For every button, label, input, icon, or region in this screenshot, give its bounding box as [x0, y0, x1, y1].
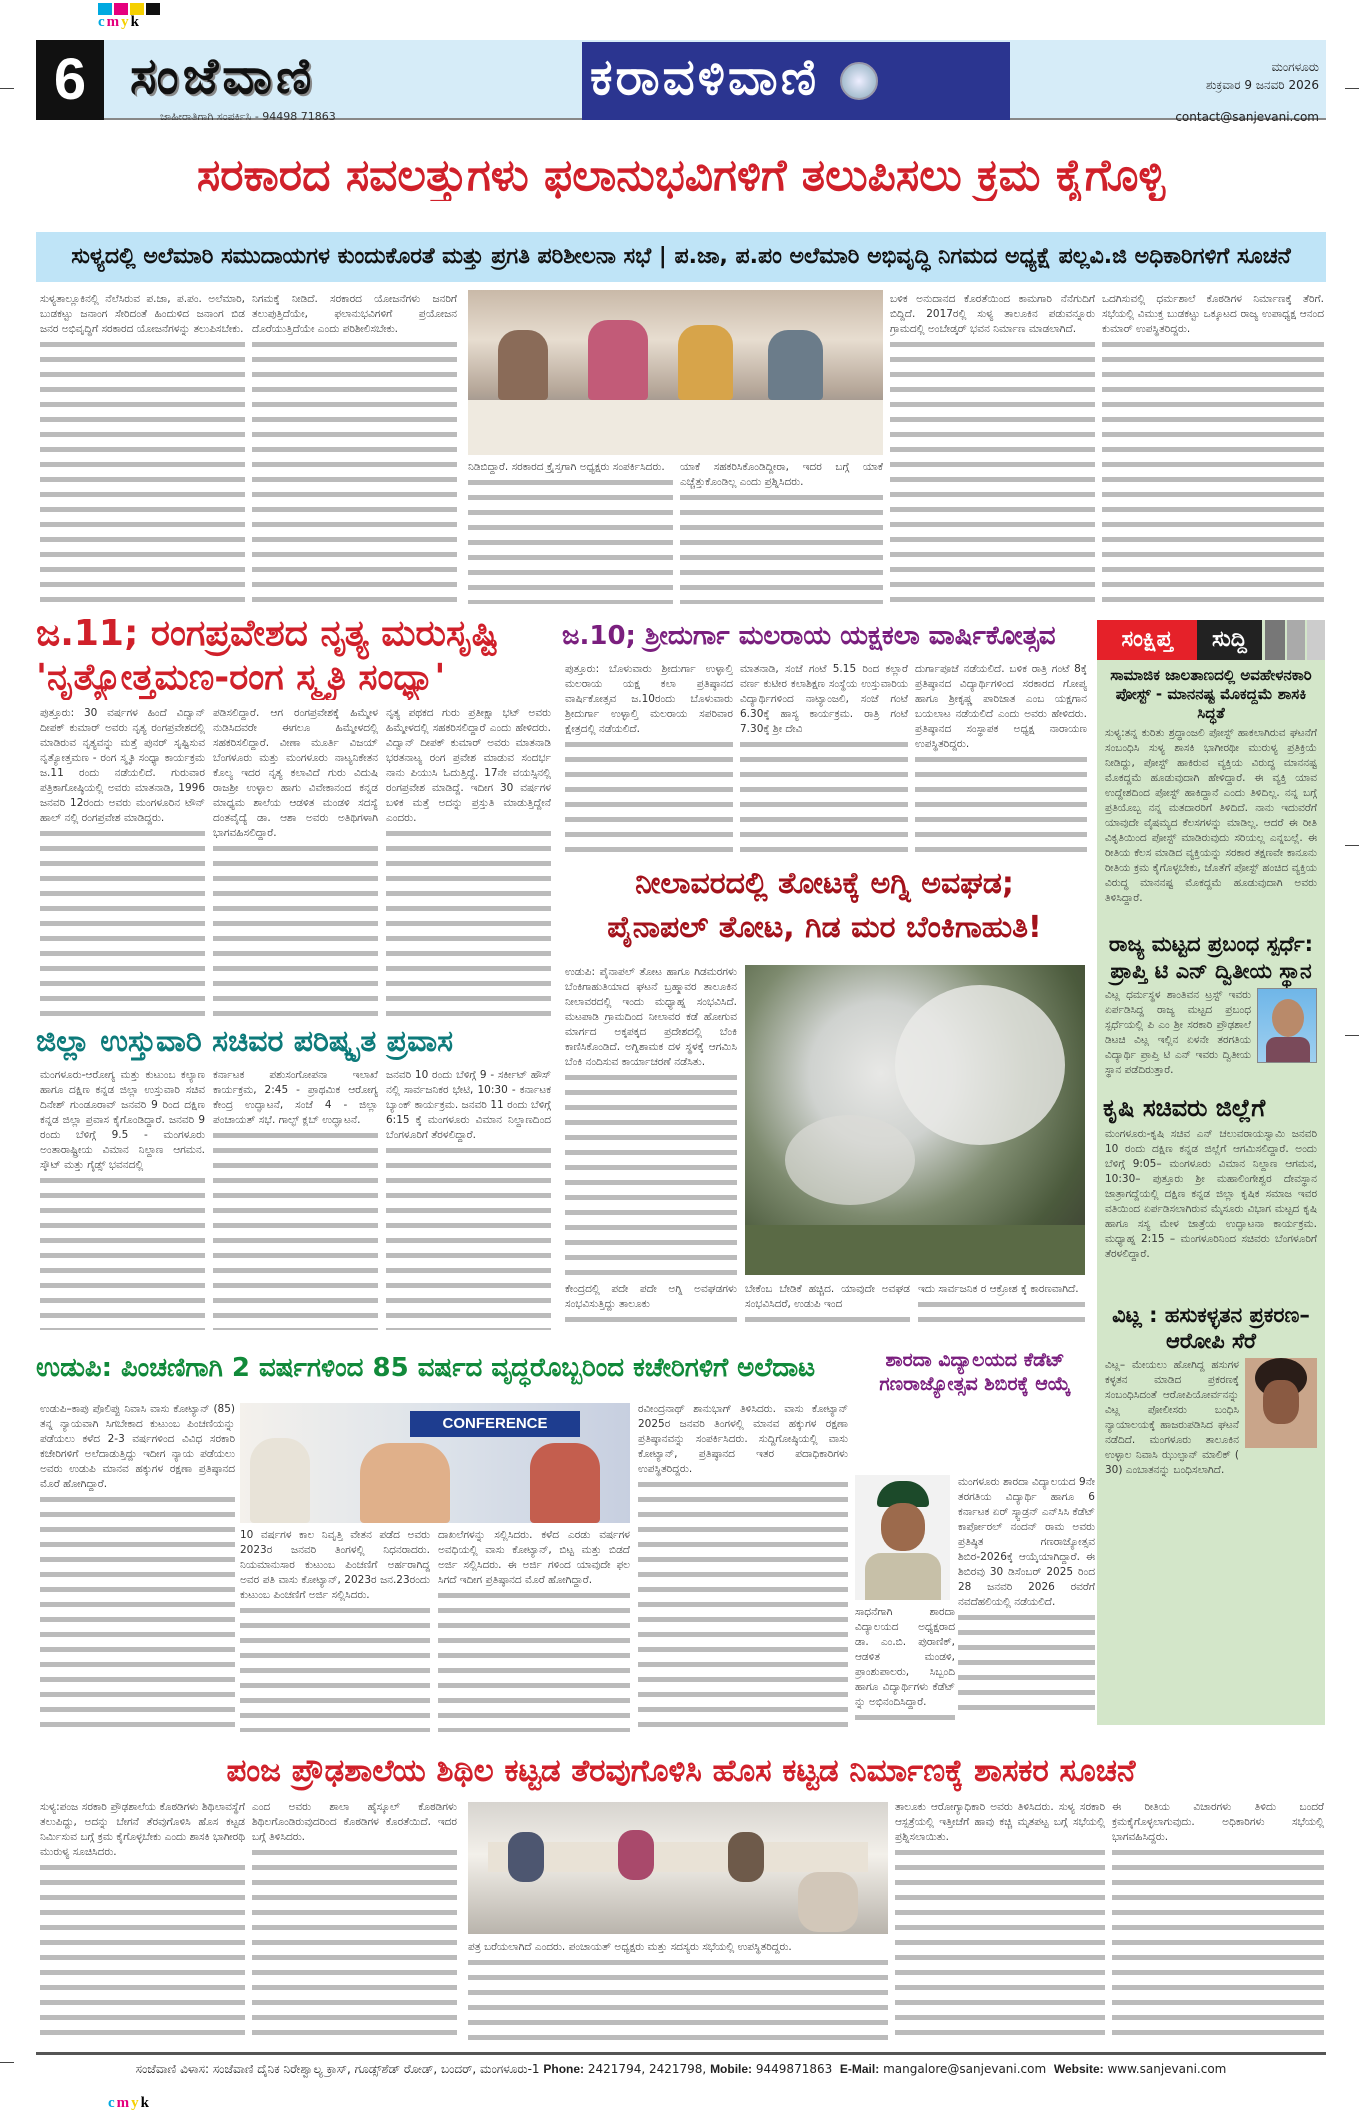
brief-headline: ರಾಜ್ಯ ಮಟ್ಟದ ಪ್ರಬಂಧ ಸ್ಪರ್ಧೆ: ಪ್ರಾಪ್ತಿ ಟಿ ಎನ್ ದ್ವಿತೀಯ ಸ್ಥಾನ — [1108, 932, 1314, 983]
panja-column: ತಾಲೂಕು ಆರೋಗ್ಯಾಧಿಕಾರಿ ಅವರು ತಿಳಿಸಿದರು. ಸುಳ್ಯ ಸರಕಾರಿ ಆಸ್ಪತ್ರೆಯಲ್ಲಿ ಇತ್ತೀಚೆಗೆ ಹಾವು ಕಚ್ಚಿ ಮೃತಪಟ್ಟ ಬಗ್ಗೆ ಸಭೆಯಲ್ಲಿ ಪ್ರಶ್ನಿಸಲಾಯಿತು. — [895, 1800, 1105, 2045]
panja-column: ಸುಳ್ಯ:ಪಂಜ ಸರಕಾರಿ ಪ್ರೌಢಶಾಲೆಯ ಕೊಠಡಿಗಳು ಶಿಥಿಲಾವಸ್ಥೆಗೆ ತಲುಪಿದ್ದು, ಅದನ್ನು ಬೇಗನೆ ತೆರವುಗೊಳಿಸಿ ಹೊಸ ಕಟ್ಟಡ ನಿರ್ಮಿಸುವ ಬಗ್ಗೆ ಕ್ರಮ ಕೈಗೊಳ್ಳಬೇಕು ಎಂದು ಶಾಸಕಿ ಭಾಗೀರಥಿ ಮುರುಳ್ಯ ಸೂಚಿಸಿದರು. — [40, 1800, 245, 2045]
crop-mark — [1345, 88, 1359, 89]
lead-headline: ಸರಕಾರದ ಸವಲತ್ತುಗಳು ಫಲಾನುಭವಿಗಳಿಗೆ ತಲುಪಿಸಲು ಕ್ರಮ ಕೈಗೊಳ್ಳಿ — [196, 150, 1166, 201]
panja-column: ಎಂದ ಅವರು ಶಾಲಾ ಹೈಸ್ಕೂಲ್ ಕೊಠಡಿಗಳು ಶಿಥಿಲಗೊಂಡಿರುವುದರಿಂದ ಕೊಠಡಿಗಳ ಕೊರತೆಯಿದೆ. ಇದರ ಬಗ್ಗೆ ತಿಳಿಸಿದರು. — [252, 1800, 457, 2045]
paper-logo: ಸಂಜೆವಾಣಿ — [130, 46, 316, 105]
lead-column: ಒದಗಿಸುವಲ್ಲಿ ಧರ್ಮಶಾಲೆ ಕೊಠಡಿಗಳ ನಿರ್ಮಾಣಕ್ಕೆ ತೆರಿಗೆ. ಸಭೆಯಲ್ಲಿ ವಿಮುಕ್ತ ಬುಡಕಟ್ಟು ಒಕ್ಕೂಟದ ರಾಜ್ಯ ಉಪಾಧ್ಯಕ್ಷ ಆನಂದ ಕುಮಾರ್ ಉಪಸ್ಥಿತರಿದ್ದರು. — [1102, 292, 1324, 604]
cadet-column: ಮಂಗಳೂರು ಶಾರದಾ ವಿದ್ಯಾಲಯದ 9ನೇ ತರಗತಿಯ ವಿದ್ಯಾರ್ಥಿ ಹಾಗೂ 6 ಕರ್ನಾಟಕ ಏರ್ ಸ್ಕ್ವಾಡ್ರನ್ ಎನ್‌ಸಿಸಿ ಕೆಡೆಟ್ ಕಾರ್ಪೋರಲ್ ನಂದನ್ ರಾಮ ಅವರು ಪ್ರತಿಷ್ಠಿತ ಗಣರಾಜ್ಯೋತ್ಸವ ಶಿಬಿರ-2026ಕ್ಕೆ ಆಯ್ಕೆಯಾಗಿದ್ದಾರೆ. ಈ ಶಿಬಿರವು 30 ಡಿಸೆಂಬರ್ 2025 ರಿಂದ 28 ಜನವರಿ 2026 ರವರೆಗೆ ನವದೆಹಲಿಯಲ್ಲಿ ನಡೆಯಲಿದೆ. — [958, 1475, 1095, 1720]
date: ಶುಕ್ರವಾರ 9 ಜನವರಿ 2026 — [1206, 78, 1319, 92]
brief-body: ವಿಟ್ಲ– ಮೇಯಲು ಹೋಗಿದ್ದ ಹಸುಗಳ ಕಳ್ಳತನ ಮಾಡಿದ ಪ್ರಕರಣಕ್ಕೆ ಸಂಬಂಧಿಸಿದಂತೆ ಆರೋಪಿಯೋರ್ವನನ್ನು ವಿಟ್ಲ ಪೋಲೀಸರು ಬಂಧಿಸಿ ನ್ಯಾಯಾಲಯಕ್ಕೆ ಹಾಜರುಪಡಿಸಿದ ಘಟನೆ ನಡೆದಿದೆ. ಮಂಗಳೂರು ತಾಲೂಕಿನ ಉಳ್ಳಾಲ ನಿವಾಸಿ ಝುಲ್ಫಾನ್ ಮಾಲಿಕ್ ( 30) ಎಂಬಾತನನ್ನು ಬಂಧಿಸಲಾಗಿದೆ. — [1105, 1359, 1239, 1477]
brief-headline: ಸಾಮಾಜಿಕ ಜಾಲತಾಣದಲ್ಲಿ ಅವಹೇಳನಕಾರಿ ಪೋಸ್ಟ್ - ಮಾನನಷ್ಟ ಮೊಕದ್ದಮೆ ಶಾಸಕಿ ಸಿದ್ಧತೆ — [1110, 666, 1312, 722]
pension-column: ದಾಖಲೆಗಳನ್ನು ಸಲ್ಲಿಸಿದರು. ಕಳೆದ ಎರಡು ವರ್ಷಗಳ ಅವಧಿಯಲ್ಲಿ ವಾಸು ಕೋಟ್ಯಾನ್, ಬಿಟ್ಟ ಮತ್ತು ಬಿಡದೆ ಅರ್ಜಿ ಸಲ್ಲಿಸಿದರು. ಈ ಅರ್ಜಿ ಗಳಿಂದ ಯಾವುದೇ ಫಲ ಸಿಗದೆ ಇದೀಗ ಪ್ರತಿಷ್ಠಾನದ ಮೊರೆ ಹೋಗಿದ್ದಾರೆ. — [438, 1528, 630, 1732]
pension-column: ರವೀಂದ್ರನಾಥ್ ಶಾನುಭಾಗ್ ತಿಳಿಸಿದರು. ವಾಸು ಕೋಟ್ಯಾನ್ 2025ರ ಜನವರಿ ತಿಂಗಳಲ್ಲಿ ಮಾನವ ಹಕ್ಕುಗಳ ರಕ್ಷಣಾ ಪ್ರತಿಷ್ಠಾನವನ್ನು ಸಂಪರ್ಕಿಸಿದರು. ಸುದ್ದಿಗೋಷ್ಠಿಯಲ್ಲಿ ವಾಸು ಕೋಟ್ಯಾನ್, ಪ್ರತಿಷ್ಠಾನದ ಇತರ ಪದಾಧಿಕಾರಿಗಳು ಉಪಸ್ಥಿತರಿದ್ದರು. — [638, 1402, 848, 1732]
dance-headline: ಜ.11; ರಂಗಪ್ರವೇಶದ ನೃತ್ಯ ಮರುಸೃಷ್ಟಿ 'ನೃತ್ಯೋತ್ತಮಣ-ರಂಗ ಸ್ಮೃತಿ ಸಂಧ್ಯಾ' — [36, 613, 499, 698]
lead-column: ಯಾಕೆ ಸಹಕರಿಸಿಕೊಂಡಿದ್ದೀರಾ, ಇದರ ಬಗ್ಗೆ ಯಾಕೆ ಎಚ್ಚೆತ್ತುಕೊಂಡಿಲ್ಲ ಎಂದು ಪ್ರಶ್ನಿಸಿದರು. — [680, 460, 883, 604]
briefs-title-red: ಸಂಕ್ಷಿಪ್ತ — [1097, 620, 1197, 660]
lead-column: ನಿಗಮಕ್ಕೆ ನೀಡಿದೆ. ಸರಕಾರದ ಯೋಜನೆಗಳು ಜನರಿಗೆ ತಲುಪುತ್ತಿದೆಯೇ, ಫಲಾನುಭವಿಗಳಿಗೆ ಪ್ರಯೋಜನ ದೊರೆಯುತ್ತಿದೆಯೇ ಎಂದು ಪರಿಶೀಲಿಸಬೇಕು. — [252, 292, 457, 604]
lead-meeting-photo — [468, 290, 883, 455]
cadet-headline: ಶಾರದಾ ವಿದ್ಯಾಲಯದ ಕೆಡೆಟ್ ಗಣರಾಜ್ಯೋತ್ಸವ ಶಿಬಿರಕ್ಕೆ ಆಯ್ಕೆ — [879, 1349, 1071, 1395]
lead-column: ಸುಳ್ಯತಾಲ್ಲೂಕಿನಲ್ಲಿ ನೆಲೆಸಿರುವ ಪ.ಜಾ, ಪ.ಪಂ. ಅಲೆಮಾರಿ, ಬುಡಕಟ್ಟು ಜನಾಂಗ ಸೇರಿದಂತೆ ಹಿಂದುಳಿದ ಜನಾಂಗ ಬಿಡ ಜನರ ಅಭಿವೃದ್ಧಿಗೆ ಸರಕಾರದ ಯೋಜನೆಗಳನ್ನು ತಲುಪಿಸಬೇಕು. — [40, 292, 245, 604]
pension-column: 10 ವರ್ಷಗಳ ಕಾಲ ನಿವೃತ್ತಿ ವೇತನ ಪಡೆದ ಅವರು 2023ರ ಜನವರಿ ತಿಂಗಳಲ್ಲಿ ನಿಧನರಾದರು. ನಿಯಮಾನುಸಾರ ಕುಟುಂಬ ಪಿಂಚಣಿಗೆ ಅರ್ಹರಾಗಿದ್ದ ಅವರ ಪತಿ ವಾಸು ಕೋಟ್ಯಾನ್, 2023ರ ಜನ.23ರಂದು ಕುಟುಂಬ ಪಿಂಚಣಿಗೆ ಅರ್ಜಿ ಸಲ್ಲಿಸಿದರು. — [240, 1528, 430, 1732]
crop-mark — [0, 2062, 14, 2063]
brief-body: ಸುಳ್ಯ:ತನ್ನ ಕುರಿತು ಶ್ರದ್ಧಾಂಜಲಿ ಪೋಸ್ಟ್ ಹಾಕಲಾಗಿರುವ ಘಟನೆಗೆ ಸಂಬಂಧಿಸಿ ಸುಳ್ಯ ಶಾಸಕಿ ಭಾಗೀರಥೀ ಮುರುಳ್ಯ ಪ್ರತಿಕ್ರಿಯೆ ನೀಡಿದ್ದು, ಪೋಸ್ಟ್ ಹಾಕಿರುವ ವ್ಯಕ್ತಿಯ ವಿರುದ್ಧ ಮಾನನಷ್ಟ ಮೊಕದ್ದಮೆ ಹೂಡುವುದಾಗಿ ಹೇಳಿದ್ದಾರೆ. ಈ ವ್ಯಕ್ತಿ ಯಾವ ಉದ್ದೇಶದಿಂದ ಪೋಸ್ಟ್ ಹಾಕಿದ್ದಾನೆ ಎಂದು ತಿಳಿದಿಲ್ಲ. ನನ್ನ ಬಗ್ಗೆ ಪ್ರತಿಯೊಬ್ಬ ನನ್ನ ಮತದಾರರಿಗೆ ತಿಳಿದಿದೆ. ನಾನು ಇದುವರೆಗೆ ಯಾವುದೇ ವೈಷಮ್ಯದ ಕೆಲಸಗಳನ್ನು ಮಾಡಿಲ್ಲ. ಆದರೆ ಈ ರೀತಿ ವಿಕೃತಿಯಿಂದ ಪೋಸ್ಟ್ ಮಾಡಿರುವುದು ಸರಿಯಲ್ಲ ಎನ್ನಬಲ್ಲೆ. ಈ ರೀತಿಯ ಕೆಲಸ ಮಾಡಿದ ವ್ಯಕ್ತಿಯನ್ನು ಸರಕಾರ ತಕ್ಷಣವೇ ಕಾನೂನು ರೀತಿಯ ಕ್ರಮ ಕೈಗೊಳ್ಳಬೇಕು, ಜೊತೆಗೆ ಪೋಸ್ಟ್ ಹಂಚಿದ ವ್ಯಕ್ತಿಯ ವಿರುದ್ಧ ಮಾನನಷ್ಟ ಮೊಕದ್ದಮೆ ಹೂಡುವುದಾಗಿ ಅವರು ತಿಳಿಸಿದ್ದಾರೆ. — [1105, 727, 1317, 905]
footer-info — [36, 2062, 1326, 2077]
briefs-sidebar — [1097, 620, 1325, 1725]
minister-tour-column: ಮಂಗಳೂರು-ಆರೋಗ್ಯ ಮತ್ತು ಕುಟುಂಬ ಕಲ್ಯಾಣ ಹಾಗೂ ದಕ್ಷಿಣ ಕನ್ನಡ ಜಿಲ್ಲಾ ಉಸ್ತುವಾರಿ ಸಚಿವ ದಿನೇಶ್ ಗುಂಡೂರಾವ್ ಜನವರಿ 9 ರಿಂದ ದಕ್ಷಿಣ ಕನ್ನಡ ಜಿಲ್ಲಾ ಪ್ರವಾಸ ಕೈಗೊಂಡಿದ್ದಾರೆ. ಜನವರಿ 9 ರಂದು ಬೆಳಿಗ್ಗೆ 9.5 - ಮಂಗಳೂರು ಅಂತಾರಾಷ್ಟ್ರೀಯ ವಿಮಾನ ನಿಲ್ದಾಣ ಆಗಮನ. ಸ್ಕೌಟ್ ಮತ್ತು ಗೈಡ್ಸ್ ಭವನದಲ್ಲಿ — [40, 1068, 205, 1330]
city: ಮಂಗಳೂರು — [1271, 60, 1319, 74]
panja-headline: ಪಂಜ ಪ್ರೌಢಶಾಲೆಯ ಶಿಥಿಲ ಕಟ್ಟಡ ತೆರವುಗೊಳಿಸಿ ಹೊಸ ಕಟ್ಟಡ ನಿರ್ಮಾಣಕ್ಕೆ ಶಾಸಕರ ಸೂಚನೆ — [226, 1753, 1136, 1789]
minister-tour-headline: ಜಿಲ್ಲಾ ಉಸ್ತುವಾರಿ ಸಚಿವರ ಪರಿಷ್ಕೃತ ಪ್ರವಾಸ — [36, 1024, 454, 1059]
fire-column: ಕೇಂದ್ರದಲ್ಲಿ ಪದೇ ಪದೇ ಅಗ್ನಿ ಅವಘಡಗಳು ಸಂಭವಿಸುತ್ತಿದ್ದು ತಾಲೂಕು — [565, 1282, 737, 1327]
dance-column: ಪಡಿಸಲಿದ್ದಾರೆ. ಆಗ ರಂಗಪ್ರವೇಶಕ್ಕೆ ಹಿಮ್ಮೇಳ ನುಡಿಸಿದವರೇ ಈಗಲೂ ಹಿಮ್ಮೇಳದಲ್ಲಿ ಸಹಕರಿಸಲಿದ್ದಾರೆ. ವೀಣಾ ಮೂರ್ತಿ ವಿಜಯ್ ಬೆಂಗಳೂರು ಮತ್ತು ಮಂಗಳೂರು ನಾಟ್ಯನಿಕೇತನ ಕೊಲ್ಯ ಇದರ ನೃತ್ಯ ಕಲಾವಿದೆ ಗುರು ವಿದುಷಿ ರಾಜಶ್ರೀ ಉಳ್ಳಾಲ ಹಾಗು ವಿವೇಕಾನಂದ ಕನ್ನಡ ಮಾಧ್ಯಮ ಶಾಲೆಯ ಆಡಳಿತ ಮಂಡಳಿ ಸದಸ್ಯೆ ದಂತವೈದ್ಯೆ ಡಾ. ಆಶಾ ಅವರು ಅತಿಥಿಗಳಾಗಿ ಭಾಗವಹಿಸಲಿದ್ದಾರೆ. — [213, 706, 378, 1016]
panja-meeting-photo — [468, 1802, 888, 1934]
dateline — [1206, 58, 1319, 94]
contact-email[interactable]: contact@sanjevani.com — [1175, 110, 1319, 124]
panja-column: ಈ ರೀತಿಯ ವಿಚಾರಗಳು ತಿಳಿದು ಬಂದರೆ ಕ್ರಮಕೈಗೊಳ್ಳಲಾಗುವುದು. ಅಧಿಕಾರಿಗಳು ಸಭೆಯಲ್ಲಿ ಭಾಗವಹಿಸಿದ್ದರು. — [1112, 1800, 1324, 2045]
minister-tour-column: ಜನವರಿ 10 ರಂದು ಬೆಳಿಗ್ಗೆ 9 - ಸರ್ಕೀಟ್ ಹೌಸ್ ನಲ್ಲಿ ಸಾರ್ವಜನಿಕರ ಭೇಟಿ, 10:30 - ಕರ್ನಾಟಕ ಬ್ಯಾಂಕ್ ಕಾರ್ಯಕ್ರಮ. ಜನವರಿ 11 ರಂದು ಬೆಳಿಗ್ಗೆ 6:15 ಕ್ಕೆ ಮಂಗಳೂರು ವಿಮಾನ ನಿಲ್ದಾಣದಿಂದ ಬೆಂಗಳೂರಿಗೆ ತೆರಳಲಿದ್ದಾರೆ. — [386, 1068, 551, 1330]
footer-email-link[interactable]: mangalore@sanjevani.com — [883, 2062, 1047, 2076]
panja-column: ಪತ್ರ ಬರೆಯಲಾಗಿದೆ ಎಂದರು. ಪಂಚಾಯತ್ ಅಧ್ಯಕ್ಷರು ಮತ್ತು ಸದಸ್ಯರು ಸಭೆಯಲ್ಲಿ ಉಪಸ್ಥಿತರಿದ್ದರು. — [468, 1940, 888, 2045]
footer-rule — [36, 2052, 1326, 2055]
dove-emblem-icon — [840, 62, 878, 100]
yakshagana-column: ದುರ್ಗಾಪೂಜೆ ನಡೆಯಲಿದೆ. ಬಳಿಕ ರಾತ್ರಿ ಗಂಟೆ 8ಕ್ಕೆ ಪ್ರತಿಷ್ಠಾನದ ವಿದ್ಯಾರ್ಥಿಗಳಿಂದ ಸರಕಾರದ ಗೋಪ್ಯ ಹಾಗೂ ಶ್ರೀಕೃಷ್ಣ ಪಾರಿಜಾತ ಎಂಬ ಯಕ್ಷಗಾನ ಬಯಲಾಟ ನಡೆಯಲಿದೆ ಎಂದು ಅವರು ಹೇಳಿದರು. ಪ್ರತಿಷ್ಠಾನದ ಸಂಸ್ಥಾಪಕ ಅಧ್ಯಕ್ಷ ನಾರಾಯಣ ಉಪಸ್ಥಿತರಿದ್ದರು. — [915, 662, 1087, 852]
accused-photo — [1245, 1358, 1317, 1448]
website-label: Website: — [1053, 2062, 1104, 2076]
brief-body-wrap — [1105, 988, 1317, 1083]
lead-column: ಬಳಿಕ ಅನುದಾನದ ಕೊರತೆಯಿಂದ ಕಾಮಗಾರಿ ನೆನೆಗುದಿಗೆ ಬಿದ್ದಿದೆ. 2017ರಲ್ಲಿ ಸುಳ್ಯ ತಾಲೂಕಿನ ಪಡುವನ್ನೂರು ಗ್ರಾಮದಲ್ಲಿ ಅಂಬೇಡ್ಕರ್ ಭವನ ನಿರ್ಮಾಣ ಮಾಡಲಾಗಿದೆ. — [890, 292, 1095, 604]
cmyk-mark-top: cmyk — [98, 14, 142, 30]
cadet-column: ಸಾಧನೆಗಾಗಿ ಶಾರದಾ ವಿದ್ಯಾಲಯದ ಅಧ್ಯಕ್ಷರಾದ ಡಾ. ಎಂ.ಬಿ. ಪುರಾಣಿಕ್, ಆಡಳಿತ ಮಂಡಳಿ, ಪ್ರಾಂಶುಪಾಲರು, ಸಿಬ್ಬಂದಿ ಹಾಗೂ ವಿದ್ಯಾರ್ಥಿಗಳು ಕೆಡೆಟ್ ನ್ನು ಅಭಿನಂದಿಸಿದ್ದಾರೆ. — [855, 1605, 955, 1720]
fire-column: ಬೇಕೆಂಬ ಬೇಡಿಕೆ ಹಚ್ಚಿದ. ಯಾವುದೇ ಅವಘಡ ಸಂಭವಿಸಿದರೆ, ಉಡುಪಿ ಇಂದ — [745, 1282, 910, 1327]
crop-mark — [0, 88, 14, 89]
brief-body-wrap — [1105, 1358, 1317, 1493]
mobile: 9449871863 — [755, 2062, 833, 2076]
crop-mark — [1345, 845, 1359, 846]
press-conference-photo — [240, 1403, 630, 1523]
phone-label: Phone: — [543, 2062, 585, 2076]
pension-headline: ಉಡುಪಿ: ಪಿಂಚಣಿಗಾಗಿ 2 ವರ್ಷಗಳಿಂದ 85 ವರ್ಷದ ವೃದ್ಧರೊಬ್ಬರಿಂದ ಕಚೇರಿಗಳಿಗೆ ಅಲೆದಾಟ — [36, 1353, 816, 1383]
edition-title: ಕರಾವಳಿವಾಣಿ — [590, 48, 878, 107]
mobile-label: Mobile: — [710, 2062, 753, 2076]
email-label: E-Mail: — [839, 2062, 880, 2076]
fire-column: ಉಡುಪಿ: ಪೈನಾಪಲ್ ತೋಟ ಹಾಗೂ ಗಿಡಮರಗಳು ಬೆಂಕಿಗಾಹುತಿಯಾದ ಘಟನೆ ಬ್ರಹ್ಮಾವರ ತಾಲೂಕಿನ ನೀಲಾವರದಲ್ಲಿ ಇಂದು ಮಧ್ಯಾಹ್ನ ಸಂಭವಿಸಿದೆ. ಮಟಪಾಡಿ ಗ್ರಾಮದಿಂದ ನೀಲಾವರ ಕಡೆ ಹೋಗುವ ಮಾರ್ಗದ ಅಕ್ಕಪಕ್ಕದ ಪ್ರದೇಶದಲ್ಲಿ ಬೆಂಕಿ ಕಾಣಿಸಿಕೊಂಡಿದೆ. ಅಗ್ನಿಶಾಮಕ ದಳ ಸ್ಥಳಕ್ಕೆ ಆಗಮಿಸಿ ಬೆಂಕಿ ನಂದಿಸುವ ಕಾರ್ಯಾಚರಣೆ ನಡೆಸಿತು. — [565, 965, 737, 1277]
brief-body: ವಿಟ್ಲ ಧರ್ಮಸ್ಥಳ ಶಾಂತಿವನ ಟ್ರಸ್ಟ್ ಇವರು ಏರ್ಪಡಿಸಿದ್ದ ರಾಜ್ಯ ಮಟ್ಟದ ಪ್ರಬಂಧ ಸ್ಪರ್ಧೆಯಲ್ಲಿ ಪಿ ಎಂ ಶ್ರೀ ಸರಕಾರಿ ಪ್ರೌಢಶಾಲೆ ಡಿಟಚಿ ವಿಟ್ಲ ಇಲ್ಲಿನ ಏಳನೇ ತರಗತಿಯ ವಿದ್ಯಾರ್ಥಿ ಪ್ರಾಪ್ತಿ ಟಿ ಎನ್ ಇವರು ದ್ವಿತೀಯ ಸ್ಥಾನ ಪಡೆದಿರುತ್ತಾರೆ. — [1105, 988, 1251, 1076]
yakshagana-headline: ಜ.10; ಶ್ರೀದುರ್ಗಾ ಮಲರಾಯ ಯಕ್ಷಕಲಾ ವಾರ್ಷಿಕೋತ್ಸವ — [562, 621, 1056, 651]
lead-column: ನಿಡಿಬಿದ್ದಾರೆ. ಸರಕಾರದ ಕ್ರೈಸ್ತಗಾಗಿ ಅಧ್ಯಕ್ಷರು ಸಂಪರ್ಕಿಸಿದರು. — [468, 460, 673, 604]
dance-column: ಪುತ್ತೂರು: 30 ವರ್ಷಗಳ ಹಿಂದೆ ವಿದ್ವಾನ್ ದೀಪಕ್ ಕುಮಾರ್ ಅವರು ನೃತ್ಯ ರಂಗಪ್ರವೇಶದಲ್ಲಿ ಮಾಡಿರುವ ನೃತ್ಯವನ್ನು ಮತ್ತೆ ಪುನರ್ ಸೃಷ್ಟಿಸುವ ನೃತ್ಯೋತ್ತಮಣ - ರಂಗ ಸ್ಮೃತಿ ಸಂಧ್ಯಾ ಕಾರ್ಯಕ್ರಮ ಜ.11 ರಂದು ನಡೆಯಲಿದೆ. ಗುರುವಾರ ಪತ್ರಿಕಾಗೋಷ್ಠಿಯಲ್ಲಿ ಅವರು ಮಾತನಾಡಿ, 1996 ಜನವರಿ 12ರಂದು ಅವರು ಮಂಗಳೂರಿನ ಟೌನ್ ಹಾಲ್ ನಲ್ಲಿ ರಂಗಪ್ರವೇಶ ಮಾಡಿದ್ದರು. — [40, 706, 205, 1016]
cmyk-mark-bottom: cmyk — [108, 2095, 152, 2111]
minister-tour-column: ಕರ್ನಾಟಕ ಪಶುಸಂಗೋಪನಾ ಇಲಾಖೆ ಕಾರ್ಯಕ್ರಮ, 2:45 - ಪ್ರಾಥಮಿಕ ಆರೋಗ್ಯ ಕೇಂದ್ರ ಉದ್ಘಾಟನೆ, ಸಂಜೆ 4 - ಜಿಲ್ಲಾ ಪಂಚಾಯತ್ ಸಭೆ. ಗಾಲ್ಫ್ ಕ್ಲಬ್ ಉದ್ಘಾಟನೆ. — [213, 1068, 378, 1330]
fire-column: ಇದು ಸಾರ್ವಜನಿಕ ರ ಆಕ್ರೋಶ ಕ್ಕೆ ಕಾರಣವಾಗಿದೆ. — [918, 1282, 1085, 1327]
briefs-header — [1097, 620, 1325, 660]
brief-headline: ವಿಟ್ಲ : ಹಸುಕಳ್ಳತನ ಪ್ರಕರಣ–ಆರೋಪಿ ಸೆರೆ — [1112, 1302, 1310, 1353]
decor-bar — [1307, 620, 1325, 660]
yakshagana-column: ಮಾತನಾಡಿ, ಸಂಜೆ ಗಂಟೆ 5.15 ರಿಂದ ಕಲ್ಲಾರೆ ವರ್ಣ ಕುಟೀರ ಕಲಾಶಿಕ್ಷಣ ಸಂಸ್ಥೆಯ ಉಸ್ತುವಾರಿಯ ವಿದ್ಯಾರ್ಥಿಗಳಿಂದ ನಾಟ್ಯಾಂಜಲಿ, ಸಂಜೆ ಗಂಟೆ 6.30ಕ್ಕೆ ಹಾಸ್ಯ ಕಾರ್ಯಕ್ರಮ. ರಾತ್ರಿ ಗಂಟೆ 7.30ಕ್ಕೆ ಶ್ರೀ ದೇವಿ — [740, 662, 908, 852]
decor-bar — [1265, 620, 1285, 660]
website-link[interactable]: www.sanjevani.com — [1107, 2062, 1227, 2076]
brief-headline: ಕೃಷಿ ಸಚಿವರು ಜಿಲ್ಲೆಗೆ — [1103, 1093, 1266, 1122]
dance-column: ನೃತ್ಯ ಪಥಕದ ಗುರು ಪ್ರತೀಕ್ಷಾ ಭಟ್ ಅವರು ಹಿಮ್ಮೇಳದಲ್ಲಿ ಸಹಕರಿಸಲಿದ್ದಾರೆ ಎಂದು ಹೇಳಿದರು. ವಿದ್ವಾನ್ ದೀಪಕ್ ಕುಮಾರ್ ಅವರು ಮಾತನಾಡಿ ಭರತನಾಟ್ಯ ರಂಗ ಪ್ರವೇಶ ಮಾಡುವ ಸಂದರ್ಭ ನಾನು ಪಿಯುಸಿ ಓದುತ್ತಿದ್ದೆ. 17ನೇ ವಯಸ್ಸಿನಲ್ಲಿ ರಂಗಪ್ರವೇಶ ಮಾಡಿದ್ದೆ. ಇದೀಗ 30 ವರ್ಷಗಳ ಬಳಿಕ ಮತ್ತೆ ಅದನ್ನು ಪ್ರಸ್ತುತಿ ಮಾಡುತ್ತಿದ್ದೇನೆ ಎಂದರು. — [386, 706, 551, 1016]
crop-mark — [1345, 1035, 1359, 1036]
page-number: 6 — [36, 40, 104, 120]
briefs-title-black: ಸುದ್ದಿ — [1197, 620, 1262, 660]
phone: 2421794, 2421798, — [587, 2062, 707, 2076]
fire-photo — [745, 965, 1085, 1275]
lead-subheadline: ಸುಳ್ಯದಲ್ಲಿ ಅಲೆಮಾರಿ ಸಮುದಾಯಗಳ ಕುಂದುಕೊರತೆ ಮತ್ತು ಪ್ರಗತಿ ಪರಿಶೀಲನಾ ಸಭೆ | ಪ.ಜಾ, ಪ.ಪಂ ಅಲೆಮಾರಿ ಅಭಿವೃದ್ಧಿ ನಿಗಮದ ಅಧ್ಯಕ್ಷೆ ಪಲ್ಲವಿ.ಜಿ ಅಧಿಕಾರಿಗಳಿಗೆ ಸೂಚನೆ — [36, 232, 1326, 282]
cadet-photo — [855, 1475, 950, 1600]
student-photo — [1257, 988, 1317, 1063]
ad-contact: ಜಾಹೀರಾತಿಗಾಗಿ ಸಂಪರ್ಕಿಸಿ - 94498 71863 — [160, 110, 336, 123]
decor-bar — [1287, 620, 1305, 660]
yakshagana-column: ಪುತ್ತೂರು: ಬೊಳುವಾರು ಶ್ರೀದುರ್ಗಾ ಉಳ್ಳಾಲ್ತಿ ಮಲರಾಯ ಯಕ್ಷ ಕಲಾ ಪ್ರತಿಷ್ಠಾನದ ವಾರ್ಷಿಕೋತ್ಸವ ಜ.10ರಂದು ಬೊಳುವಾರು ಶ್ರೀದುರ್ಗಾ ಉಳ್ಳಾಲ್ತಿ ಮಲರಾಯ ಸಪರಿವಾರ ಕ್ಷೇತ್ರದಲ್ಲಿ ನಡೆಯಲಿದೆ. — [565, 662, 733, 852]
conference-banner: CONFERENCE — [410, 1411, 580, 1437]
pension-column: ಉಡುಪಿ–ಕಾಪು ಪೊಲಿಪ್ಪು ನಿವಾಸಿ ವಾಸು ಕೋಟ್ಯಾನ್ (85) ತನ್ನ ನ್ಯಾಯವಾಗಿ ಸಿಗಬೇಕಾದ ಕುಟುಂಬ ಪಿಂಚಣಿಯನ್ನು ಪಡೆಯಲು ಕಳೆದ 2-3 ವರ್ಷಗಳಿಂದ ವಿವಿಧ ಸರಕಾರಿ ಕಚೇರಿಗಳಿಗೆ ಅಲೆದಾಡುತ್ತಿದ್ದು ಇದೀಗ ನ್ಯಾಯ ಪಡೆಯಲು ಅವರು ಉಡುಪಿ ಮಾನವ ಹಕ್ಕುಗಳ ರಕ್ಷಣಾ ಪ್ರತಿಷ್ಠಾನದ ಮೊರೆ ಹೋಗಿದ್ದಾರೆ. — [40, 1402, 235, 1732]
fire-headline: ನೀಲಾವರದಲ್ಲಿ ತೋಟಕ್ಕೆ ಅಗ್ನಿ ಅವಘಡ; ಪೈನಾಪಲ್ ತೋಟ, ಗಿಡ ಮರ ಬೆಂಕಿಗಾಹುತಿ! — [607, 866, 1042, 945]
brief-body: ಮಂಗಳೂರು-ಕೃಷಿ ಸಚಿವ ಎನ್ ಚಲುವರಾಯಸ್ವಾಮಿ ಜನವರಿ 10 ರಂದು ದಕ್ಷಿಣ ಕನ್ನಡ ಜಿಲ್ಲೆಗೆ ಆಗಮಿಸಲಿದ್ದಾರೆ. ಅಂದು ಬೆಳಿಗ್ಗೆ 9:05– ಮಂಗಳೂರು ವಿಮಾನ ನಿಲ್ದಾಣ ಆಗಮನ, 10:30– ಪುತ್ತೂರು ಶ್ರೀ ಮಹಾಲಿಂಗೇಶ್ವರ ದೇವಸ್ಥಾನ ಜಾತ್ರಾಗದ್ದೆಯಲ್ಲಿ ದಕ್ಷಿಣ ಕನ್ನಡ ಜಿಲ್ಲಾ ಕೃಷಿಕ ಸಮಾಜ ಇವರ ವತಿಯಿಂದ ಏರ್ಪಡಿಸಲಾಗಿರುವ ಮೈಸೂರು ವಿಭಾಗ ಮಟ್ಟದ ಕೃಷಿ ಹಾಗೂ ಸಸ್ಯ ಮೇಳ ಜಾತ್ರೆಯ ಉದ್ಘಾಟನಾ ಕಾರ್ಯಕ್ರಮ. ಮಧ್ಯಾಹ್ನ 2:15 – ಮಂಗಳೂರಿನಿಂದ ಸಚಿವರು ಬೆಂಗಳೂರಿಗೆ ತೆರಳಲಿದ್ದಾರೆ. — [1105, 1127, 1317, 1260]
footer-address: ಸಂಜೆವಾಣಿ ವಿಳಾಸ: ಸಂಜೆವಾಣಿ ದೈನಿಕ ನಿರೇಶ್ವಾಲ್ಯ ಕ್ರಾಸ್, ಗೂಡ್ಸ್‌ಶೆಡ್ ರೋಡ್, ಬಂದರ್, ಮಂಗಳೂರು-1 — [135, 2062, 540, 2076]
